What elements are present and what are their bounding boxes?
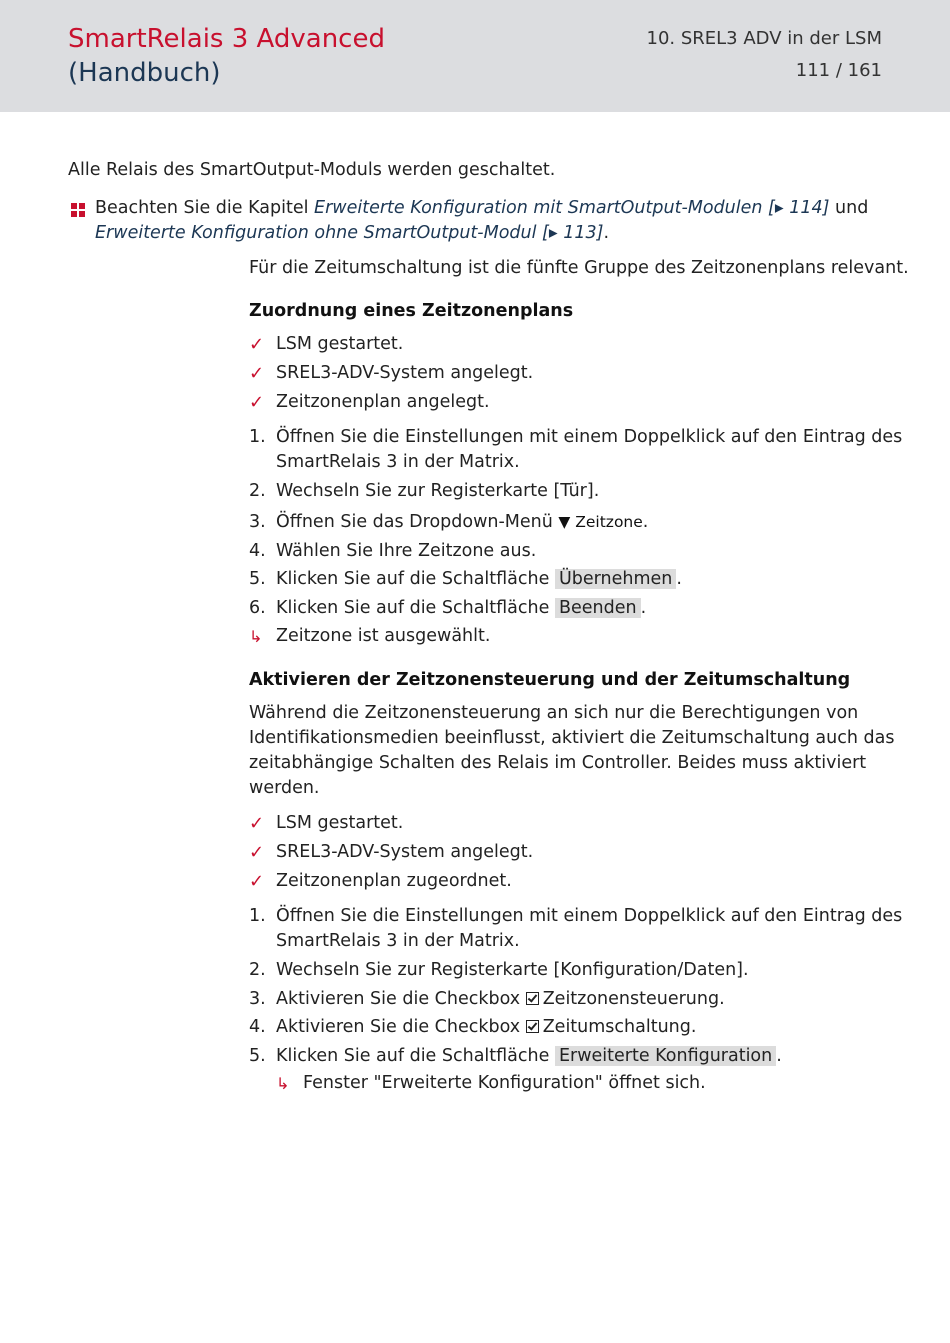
page-number: 111 / 161 (795, 60, 882, 81)
s2-result: Fenster "Erweiterte Konfiguration" öffnet sich. (303, 1073, 706, 1093)
chapter-title: 10. SREL3 ADV in der LSM (646, 28, 882, 49)
check-icon: ✓ (249, 363, 265, 384)
prereq-3: Zeitzonenplan angelegt. (276, 392, 490, 412)
step-number: 4. (249, 541, 266, 561)
note-line-2: Erweiterte Konfiguration ohne SmartOutput-Modul [▸ 113]. (95, 223, 610, 243)
note-bullet-icon (71, 203, 85, 217)
beenden-button[interactable]: Beenden (555, 598, 641, 618)
s2-para-2: Identifikationsmedien beeinflusst, aktiviert die Zeitumschaltung auch das (249, 728, 895, 748)
s2-step1-line1: Öffnen Sie die Einstellungen mit einem Doppelklick auf den Eintrag des (276, 906, 903, 926)
s1-step6: Klicken Sie auf die Schaltfläche Beenden . (276, 598, 647, 618)
prereq-1: LSM gestartet. (276, 334, 404, 354)
section1-heading: Zuordnung eines Zeitzonenplans (249, 301, 574, 321)
s2-step5: Klicken Sie auf die Schaltfläche Erweiterte Konfiguration . (276, 1046, 782, 1066)
step-number: 2. (249, 960, 266, 980)
check-icon: ✓ (249, 871, 265, 892)
s2-prereq-3: Zeitzonenplan zugeordnet. (276, 871, 512, 891)
step-number: 5. (249, 1046, 266, 1066)
section2-heading: Aktivieren der Zeitzonensteuerung und der Zeitumschaltung (249, 670, 851, 690)
result-arrow-icon: ↳ (249, 627, 263, 646)
step-number: 4. (249, 1017, 266, 1037)
doc-subtitle: (Handbuch) (68, 58, 221, 88)
uebernehmen-button[interactable]: Übernehmen (555, 569, 676, 589)
intro-text: Alle Relais des SmartOutput-Moduls werden geschaltet. (68, 160, 556, 180)
prereq-2: SREL3-ADV-System angelegt. (276, 363, 534, 383)
s2-prereq-1: LSM gestartet. (276, 813, 404, 833)
s2-para-1: Während die Zeitzonensteuerung an sich nur die Berechtigungen von (249, 703, 859, 723)
page-ref-arrow-icon: ▸ (548, 223, 558, 243)
page-header (0, 0, 950, 112)
link-with-smartoutput[interactable]: Erweiterte Konfiguration mit SmartOutput-Modulen [▸ 114] (314, 198, 830, 218)
s2-step3: Aktivieren Sie die Checkbox Zeitzonensteuerung. (276, 989, 725, 1009)
step-number: 1. (249, 427, 266, 447)
s1-result: Zeitzone ist ausgewählt. (276, 626, 491, 646)
step-number: 2. (249, 481, 266, 501)
s1-step1-line2: SmartRelais 3 in der Matrix. (276, 452, 520, 472)
s2-step1-line2: SmartRelais 3 in der Matrix. (276, 931, 520, 951)
s2-prereq-2: SREL3-ADV-System angelegt. (276, 842, 534, 862)
s1-step2: Wechseln Sie zur Registerkarte [Tür]. (276, 481, 600, 501)
s1-step1-line1: Öffnen Sie die Einstellungen mit einem Doppelklick auf den Eintrag des (276, 427, 903, 447)
check-icon: ✓ (249, 334, 265, 355)
check-icon: ✓ (249, 842, 265, 863)
dropdown-triangle-icon: ▼ (558, 513, 576, 531)
page-ref-arrow-icon: ▸ (774, 198, 784, 218)
doc-title: SmartRelais 3 Advanced (68, 24, 385, 54)
s1-step4: Wählen Sie Ihre Zeitzone aus. (276, 541, 537, 561)
checkbox-checked-icon[interactable] (526, 1020, 539, 1033)
step-number: 5. (249, 569, 266, 589)
erweiterte-konfiguration-button[interactable]: Erweiterte Konfiguration (555, 1046, 776, 1066)
s2-step4: Aktivieren Sie die Checkbox Zeitumschaltung. (276, 1017, 697, 1037)
check-icon: ✓ (249, 813, 265, 834)
check-icon: ✓ (249, 392, 265, 413)
s2-para-3: zeitabhängige Schalten des Relais im Controller. Beides muss aktiviert (249, 753, 867, 773)
s1-step3: Öffnen Sie das Dropdown-Menü ▼ Zeitzone. (276, 512, 649, 532)
step-number: 3. (249, 989, 266, 1009)
step-number: 1. (249, 906, 266, 926)
dropdown-zeitzone[interactable]: ▼ Zeitzone (558, 513, 643, 531)
result-arrow-icon: ↳ (276, 1074, 290, 1093)
s2-step2: Wechseln Sie zur Registerkarte [Konfiguration/Daten]. (276, 960, 749, 980)
s1-step5: Klicken Sie auf die Schaltfläche Übernehmen . (276, 569, 682, 589)
note-line-1: Beachten Sie die Kapitel Erweiterte Konfiguration mit SmartOutput-Modulen [▸ 114] und (95, 198, 869, 218)
relevance-text: Für die Zeitumschaltung ist die fünfte Gruppe des Zeitzonenplans relevant. (249, 258, 909, 278)
step-number: 6. (249, 598, 266, 618)
link-without-smartoutput[interactable]: Erweiterte Konfiguration ohne SmartOutput-Modul [▸ 113] (95, 223, 604, 243)
step-number: 3. (249, 512, 266, 532)
s2-para-4: werden. (249, 778, 320, 798)
checkbox-checked-icon[interactable] (526, 992, 539, 1005)
